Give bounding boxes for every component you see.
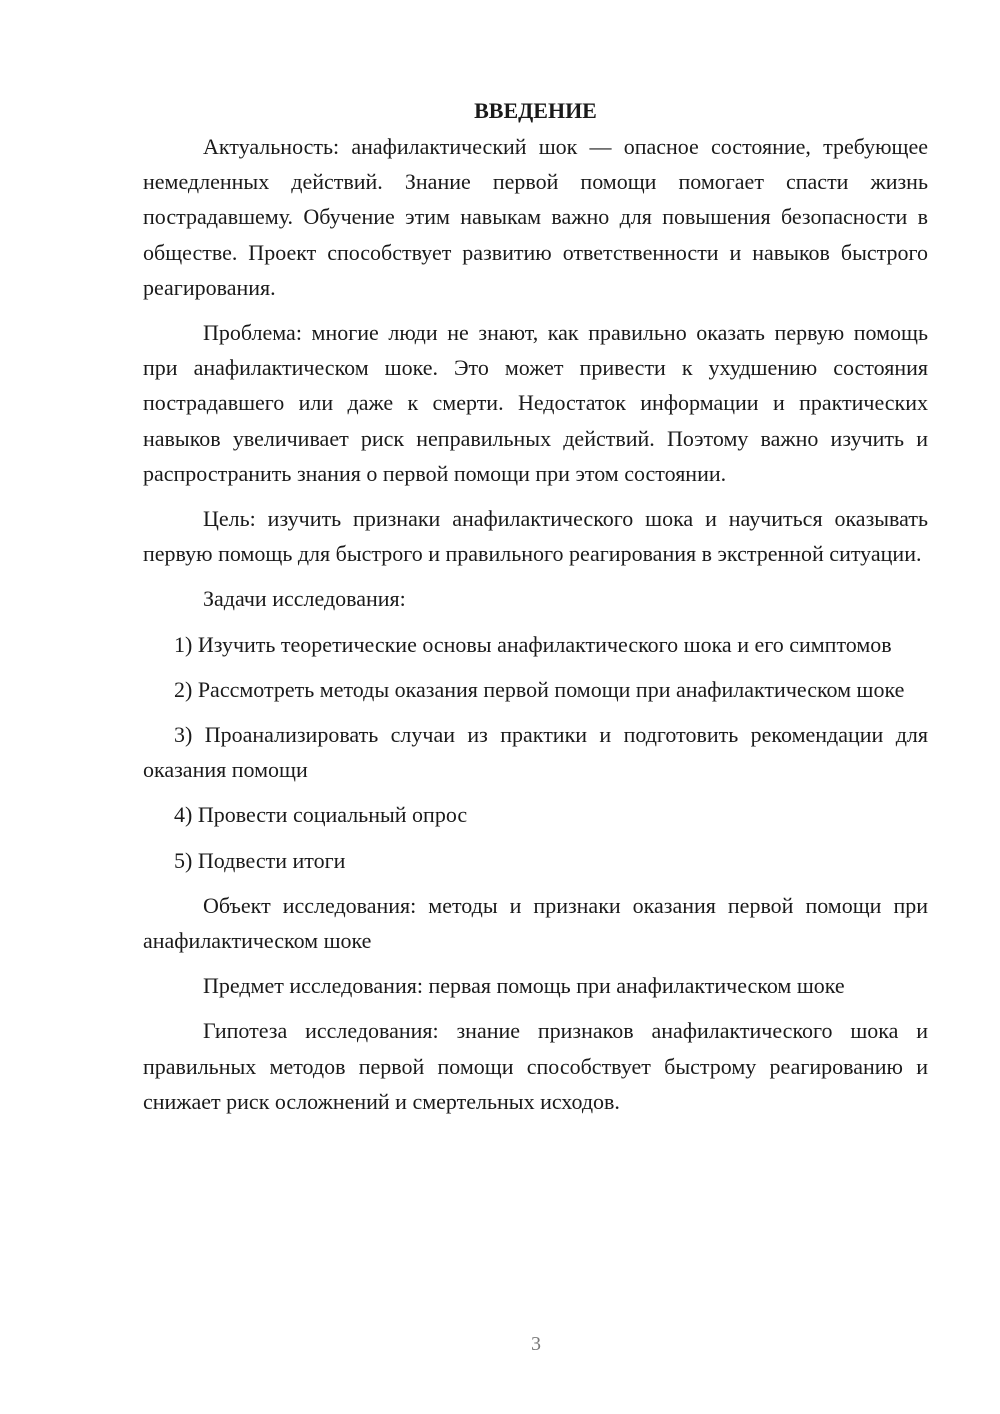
goal-paragraph: Цель: изучить признаки анафилактического шока и научиться оказывать первую помощь для быстрого и правильного реагирования в экстренной ситуации.	[143, 506, 928, 567]
tasks-heading: Задачи исследования:	[203, 586, 406, 612]
task-item-1: 1) Изучить теоретические основы анафилактического шока и его симптомов	[174, 631, 892, 657]
relevance-paragraph: Актуальность: анафилактический шок — опасное состояние, требующее немедленных действий. Знание первой помощи помогает спасти жизнь пострадавшему. Обучение этим навыкам важно для повышения безопасности в обществе. Проект способствует развитию ответственности и навыков быстрого реагирования.	[143, 134, 928, 300]
task-item-4: 4) Провести социальный опрос	[174, 802, 468, 828]
task-item-5: 5) Подвести итоги	[174, 847, 346, 873]
task-item-2: 2) Рассмотреть методы оказания первой помощи при анафилактическом шоке	[174, 676, 905, 702]
subject-paragraph: Предмет исследования: первая помощь при анафилактическом шоке	[203, 973, 845, 999]
page-content	[143, 95, 928, 1125]
page-title: ВВЕДЕНИЕ	[474, 98, 597, 123]
hypothesis-paragraph: Гипотеза исследования: знание признаков анафилактического шока и правильных методов первой помощи способствует быстрому реагированию и снижает риск осложнений и смертельных исходов.	[143, 1018, 928, 1114]
page-number: 3	[531, 1333, 541, 1355]
problem-paragraph: Проблема: многие люди не знают, как правильно оказать первую помощь при анафилактическом шоке. Это может привести к ухудшению состояния пострадавшего или даже к смерти. Недостаток информации и практических навыков увеличивает риск неправильных действий. Поэтому важно изучить и распространить знания о первой помощи при этом состоянии.	[143, 320, 928, 486]
object-paragraph: Объект исследования: методы и признаки оказания первой помощи при анафилактическом шоке	[143, 892, 928, 954]
task-item-3: 3) Проанализировать случаи из практики и подготовить рекомендации для оказания помощи	[143, 722, 928, 783]
